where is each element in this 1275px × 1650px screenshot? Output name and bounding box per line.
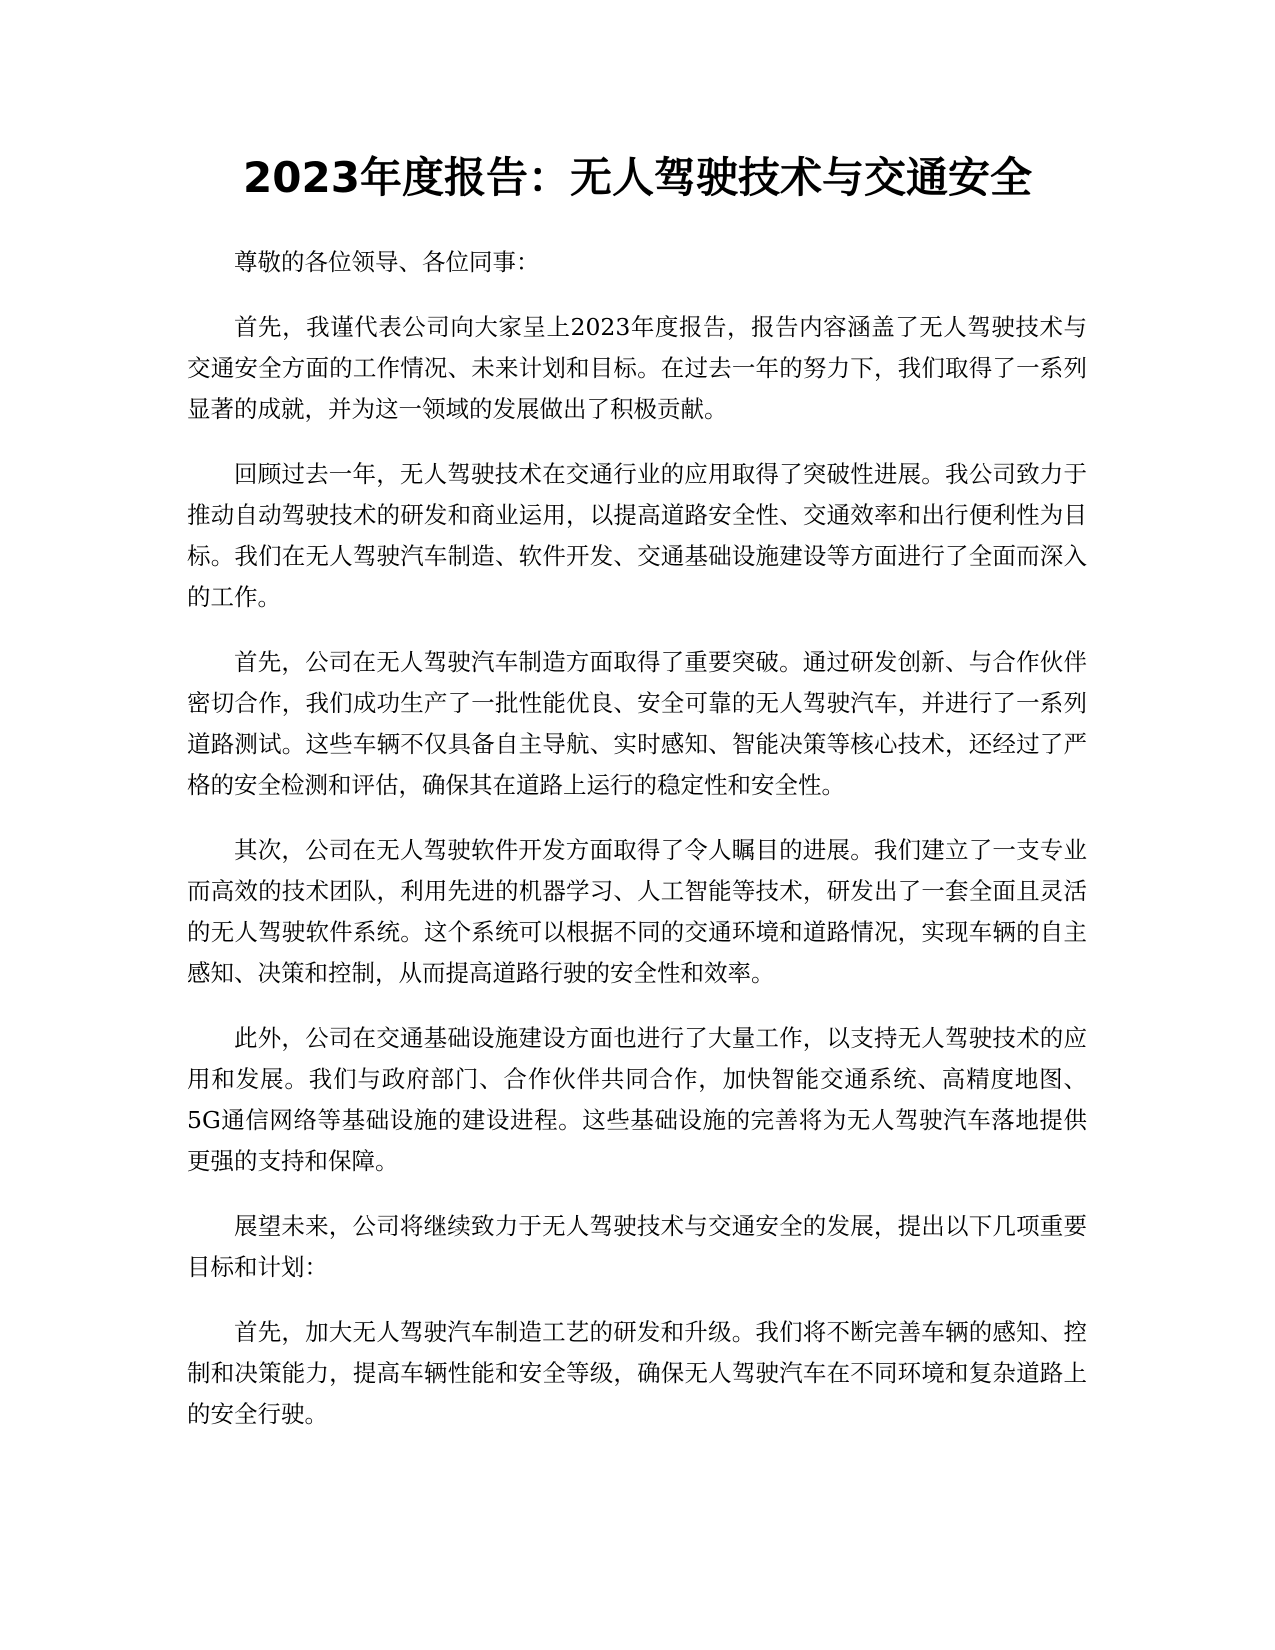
paragraph-outlook: 展望未来，公司将继续致力于无人驾驶技术与交通安全的发展，提出以下几项重要目标和计划： xyxy=(187,1212,1087,1281)
paragraph-manufacturing: 首先，公司在无人驾驶汽车制造方面取得了重要突破。通过研发创新、与合作伙伴密切合作，我们成功生产了一批性能优良、安全可靠的无人驾驶汽车，并进行了一系列道路测试。这些车辆不仅具备自主导航、实时感知、智能决策等核心技术，还经过了严格的安全检测和评估，确保其在道路上运行的稳定性和安全性。 xyxy=(187,648,1087,799)
paragraph-infrastructure: 此外，公司在交通基础设施建设方面也进行了大量工作，以支持无人驾驶技术的应用和发展。我们与政府部门、合作伙伴共同合作，加快智能交通系统、高精度地图、5G通信网络等基础设施的建设进程。这些基础设施的完善将为无人驾驶汽车落地提供更强的支持和保障。 xyxy=(187,1024,1087,1175)
paragraph-greeting: 尊敬的各位领导、各位同事： xyxy=(234,248,540,276)
paragraph-software: 其次，公司在无人驾驶软件开发方面取得了令人瞩目的进展。我们建立了一支专业而高效的技术团队，利用先进的机器学习、人工智能等技术，研发出了一套全面且灵活的无人驾驶软件系统。这个系统可以根据不同的交通环境和道路情况，实现车辆的自主感知、决策和控制，从而提高道路行驶的安全性和效率。 xyxy=(187,836,1087,987)
paragraph-goal-one: 首先，加大无人驾驶汽车制造工艺的研发和升级。我们将不断完善车辆的感知、控制和决策能力，提高车辆性能和安全等级，确保无人驾驶汽车在不同环境和复杂道路上的安全行驶。 xyxy=(187,1318,1087,1428)
paragraph-intro: 首先，我谨代表公司向大家呈上2023年度报告，报告内容涵盖了无人驾驶技术与交通安全方面的工作情况、未来计划和目标。在过去一年的努力下，我们取得了一系列显著的成就，并为这一领域的发展做出了积极贡献。 xyxy=(187,313,1087,423)
document-body xyxy=(187,242,1087,1459)
paragraph-review: 回顾过去一年，无人驾驶技术在交通行业的应用取得了突破性进展。我公司致力于推动自动驾驶技术的研发和商业运用，以提高道路安全性、交通效率和出行便利性为目标。我们在无人驾驶汽车制造、软件开发、交通基础设施建设等方面进行了全面而深入的工作。 xyxy=(187,460,1087,611)
document-title: 2023年度报告：无人驾驶技术与交通安全 xyxy=(243,153,1032,202)
